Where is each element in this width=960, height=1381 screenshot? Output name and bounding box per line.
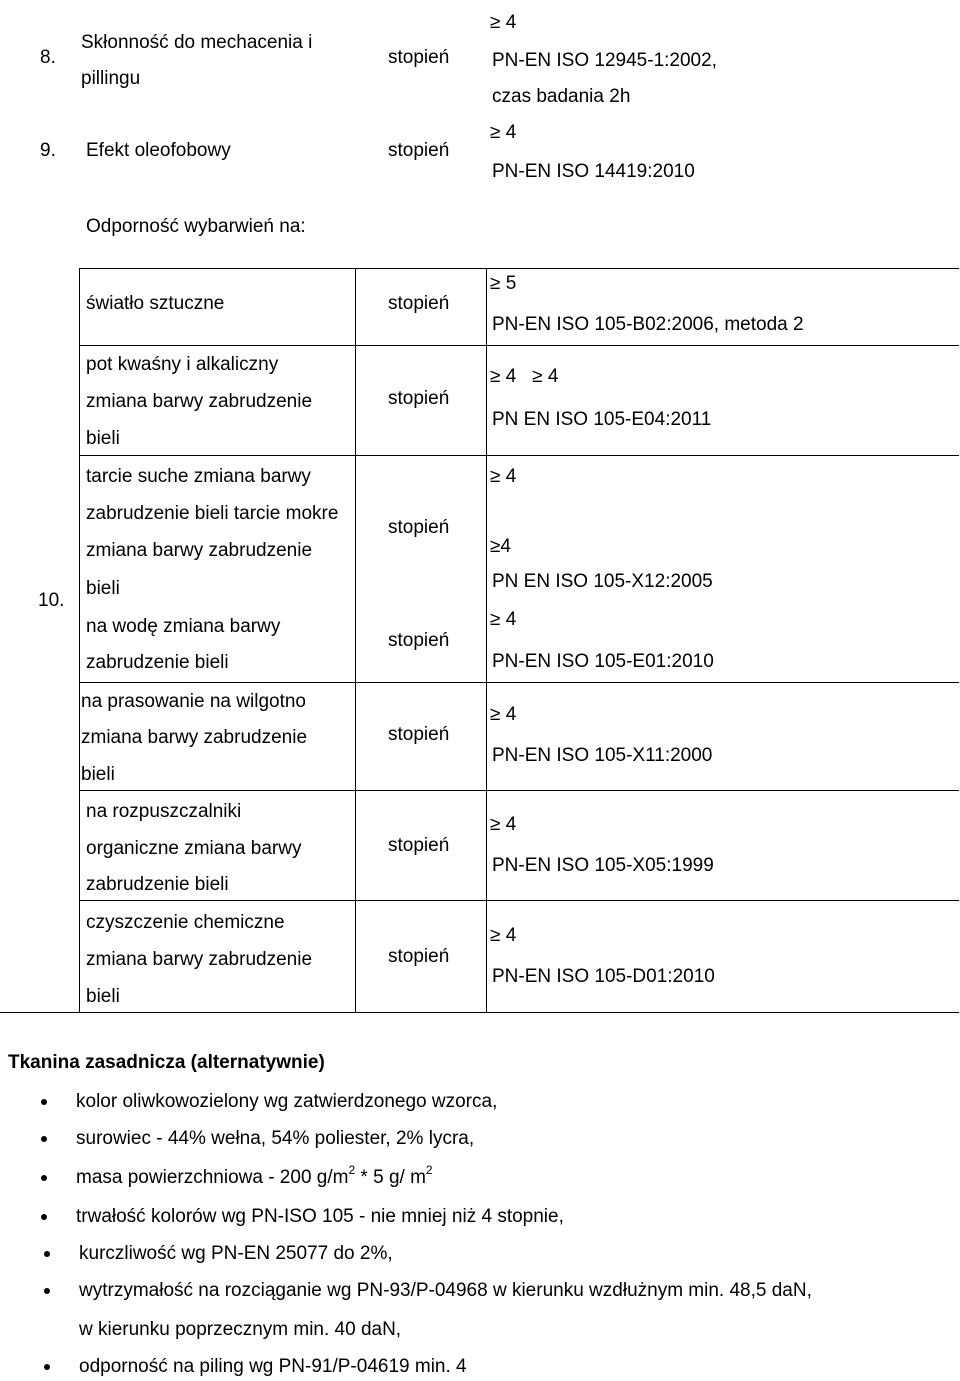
bullet-icon — [41, 1175, 47, 1181]
row-standard: PN-EN ISO 14419:2010 — [492, 161, 695, 182]
subrow-requirement: ≥4 — [490, 536, 511, 557]
subrow-unit: stopień — [388, 630, 450, 651]
row-description: Efekt oleofobowy — [86, 140, 231, 161]
subrow-unit: stopień — [388, 946, 450, 967]
fabric-item: trwałość kolorów wg PN-ISO 105 - nie mniej niż 4 stopnie, — [76, 1206, 564, 1227]
subrow-description: zabrudzenie bieli tarcie mokre — [86, 503, 339, 524]
subrow-standard: PN-EN ISO 105-X11:2000 — [492, 745, 713, 766]
row-number: 9. — [40, 140, 56, 161]
subrow-description: światło sztuczne — [86, 293, 225, 314]
bullet-icon — [44, 1364, 50, 1370]
subrow-description: pot kwaśny i alkaliczny — [86, 354, 279, 375]
fabric-item: wytrzymałość na rozciąganie wg PN-93/P-04968 w kierunku wzdłużnym min. 48,5 daN, — [79, 1280, 812, 1301]
subrow-requirement: ≥ 4 ≥ 4 — [490, 366, 559, 387]
subrow-description: na wodę zmiana barwy — [86, 616, 281, 637]
row-standard-note: czas badania 2h — [492, 86, 631, 107]
row-number: 8. — [40, 47, 56, 68]
subrow-unit: stopień — [388, 293, 450, 314]
fabric-item-continuation: w kierunku poprzecznym min. 40 daN, — [79, 1319, 402, 1340]
subrow-description: zabrudzenie bieli — [86, 652, 229, 673]
bullet-icon — [41, 1214, 47, 1220]
subrow-description: zabrudzenie bieli — [86, 874, 229, 895]
subrow-description: bieli — [86, 428, 120, 449]
subrow-standard: PN-EN ISO 105-E01:2010 — [492, 651, 714, 672]
fabric-item: kolor oliwkowozielony wg zatwierdzonego wzorca, — [76, 1091, 498, 1112]
subrow-standard: PN-EN ISO 105-X05:1999 — [492, 855, 714, 876]
subrow-description: zmiana barwy zabrudzenie — [86, 949, 313, 970]
subrow-standard: PN EN ISO 105-E04:2011 — [492, 409, 712, 430]
subrow-standard: PN-EN ISO 105-D01:2010 — [492, 966, 715, 987]
subrow-description: zmiana barwy zabrudzenie — [81, 727, 308, 748]
fabric-item: odporność na piling wg PN-91/P-04619 min. 4 — [79, 1356, 467, 1377]
fabric-item: masa powierzchniowa - 200 $g/m^2 * 5$ g/ $m^2$ — [76, 1162, 433, 1188]
bullet-icon — [41, 1136, 47, 1142]
row-unit: stopień — [388, 140, 450, 161]
subrow-requirement: ≥ 4 — [490, 925, 517, 946]
subrow-description: zmiana barwy zabrudzenie — [86, 391, 313, 412]
subrow-description: bieli — [86, 986, 120, 1007]
subrow-standard: PN-EN ISO 105-B02:2006, metoda 2 — [492, 314, 804, 335]
subrow-requirement: ≥ 5 — [490, 273, 517, 294]
fabric-heading: Tkanina zasadnicza (alternatywnie) — [8, 1052, 325, 1073]
row-requirement: ≥ 4 — [490, 12, 517, 33]
subrow-unit: stopień — [388, 388, 450, 409]
row-description: Skłonność do mechacenia i — [81, 32, 313, 53]
subrow-requirement: ≥ 4 — [490, 704, 517, 725]
subrow-requirement: ≥ 4 — [490, 814, 517, 835]
subrow-description: na prasowanie na wilgotno — [81, 691, 306, 712]
subrow-description: organiczne zmiana barwy — [86, 838, 302, 859]
subrow-description: na rozpuszczalniki — [86, 801, 242, 822]
subrow-standard: PN EN ISO 105-X12:2005 — [492, 571, 713, 592]
row-requirement: ≥ 4 — [490, 122, 517, 143]
row-description: pillingu — [81, 68, 141, 89]
subrow-requirement: ≥ 4 — [490, 609, 517, 630]
row-unit: stopień — [388, 47, 450, 68]
fabric-item: kurczliwość wg PN-EN 25077 do 2%, — [79, 1243, 393, 1264]
subrow-description: bieli — [86, 578, 120, 599]
subrow-description: bieli — [81, 764, 115, 785]
subrow-unit: stopień — [388, 724, 450, 745]
bullet-icon — [44, 1251, 50, 1257]
subrow-description: tarcie suche zmiana barwy — [86, 466, 311, 487]
subrow-unit: stopień — [388, 517, 450, 538]
colorfastness-heading: Odporność wybarwień na: — [86, 216, 306, 237]
row-number: 10. — [38, 590, 65, 611]
subrow-requirement: ≥ 4 — [490, 466, 517, 487]
bullet-icon — [44, 1288, 50, 1294]
bullet-icon — [41, 1099, 47, 1105]
row-standard: PN-EN ISO 12945-1:2002, — [492, 50, 717, 71]
subrow-unit: stopień — [388, 835, 450, 856]
fabric-item: surowiec - 44% wełna, 54% poliester, 2% lycra, — [76, 1128, 475, 1149]
subrow-description: zmiana barwy zabrudzenie — [86, 540, 313, 561]
subrow-description: czyszczenie chemiczne — [86, 912, 285, 933]
